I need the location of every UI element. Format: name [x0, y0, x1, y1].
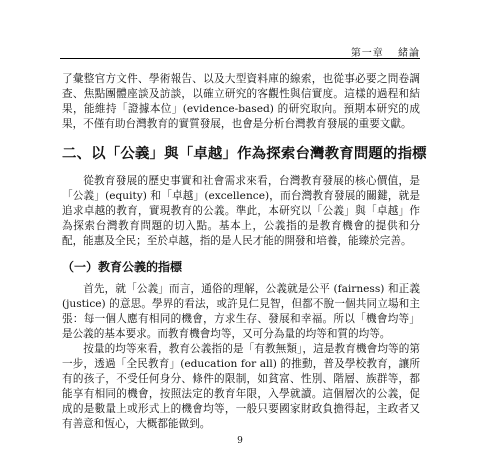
- paragraph-quantity-equality: 按量的均等來看，教育公義指的是「有教無類」，這是教育機會均等的第一步，透過「全民教育」(education for all) 的推動，普及學校教育，讓所有的孩子，不受任何身分、條件的限制，如貧富、性別、階層、族群等，都能享有相同的機會，按照法定的教育年限，入學就讀。這個層次的公義，促成的是數量上或形式上的機會均等，一般只要國家財政負擔得起，主政者又有善意和恆心，大概都能做到。: [62, 343, 420, 430]
- header-rule: [60, 58, 420, 59]
- subsection-heading: （一）教育公義的指標: [62, 260, 183, 274]
- chapter-title: 緒論: [398, 48, 420, 59]
- paragraph-core-values: 從教育發展的歷史事實和社會需求來看，台灣教育發展的核心價值，是「公義」(equity) 和「卓越」(excellence)，而台灣教育發展的關鍵，就是追求卓越的教育，實現教育的公義。準此，本研究以「公義」與「卓越」作為探索台灣教育問題的切入點。基本上，公義指的是教育機會的提供和分配，能惠及全民；至於卓越，指的是人民才能的開發和培養，能臻於完善。: [62, 175, 420, 247]
- paragraph-equity-definition: 首先，就「公義」而言，通俗的理解，公義就是公平 (fairness) 和正義 (justice) 的意思。學界的看法，或許見仁見智，但都不脫一個共同立場和主張：每一個人應有相同的機會，方求生存、發展和幸福。所以「機會均等」是公義的基本要求。而教育機會均等，又可分為量的均等和質的均等。: [62, 283, 420, 340]
- chapter-label: 第一章: [350, 48, 384, 59]
- body-text: [62, 72, 427, 432]
- section-heading: 二、以「公義」與「卓越」作為探索台灣教育問題的指標: [62, 146, 427, 162]
- paragraph-intro: 了彙整官方文件、學術報告、以及大型資料庫的線索，也從事必要之問卷調查、焦點團體座談及訪談，以確立研究的客觀性與信實度。這樣的過程和結果，能維持「證據本位」(evidence-based) 的研究取向。預期本研究的成果，不僅有助台灣教育的實質發展，也會是分析台灣教育發展的重要文獻。: [62, 73, 420, 130]
- running-header: [341, 44, 420, 59]
- page-number: 9: [237, 436, 243, 446]
